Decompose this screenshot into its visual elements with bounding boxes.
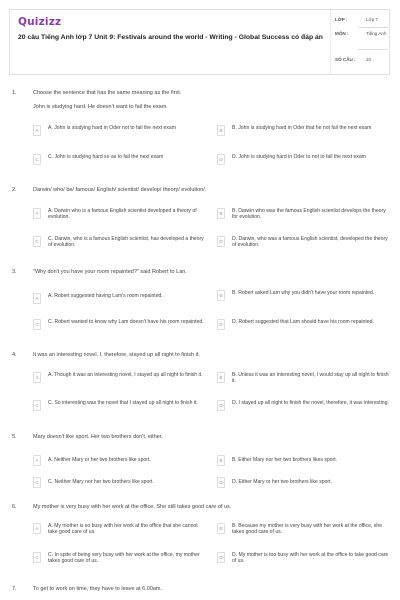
option-text: D. My mother is too busy with her work at the office to take good care of us. — [232, 552, 389, 565]
option-letter-box: A — [33, 293, 41, 304]
question-number: 4. — [12, 352, 17, 358]
option-letter-box: D — [217, 236, 225, 247]
option-letter-box: C — [33, 552, 41, 563]
meta-divider — [358, 49, 388, 50]
question-number: 7. — [12, 586, 17, 592]
option-text: B. Either Mary nor her two brothers likes sport. — [232, 457, 338, 463]
quizizz-logo[interactable]: Quizizz — [18, 16, 62, 28]
option-letter-box: D — [217, 154, 225, 165]
option-text: A. Darwin who is a famous English scientist developed a theory of evolution. — [48, 208, 197, 221]
meta-divider — [358, 27, 388, 28]
question-text: To get to work on time, they have to leave at 6.00am. — [33, 586, 163, 592]
question-stem: John is studying hard. He doesn’t want to fail the exam. — [33, 104, 168, 110]
question-text: It was an interesting novel. I, therefore, stayed up all night to finish it. — [33, 352, 200, 358]
option-text: A. Robert suggested having Lam's room repainted. — [48, 293, 163, 299]
option-letter-box: C — [33, 154, 41, 165]
option-letter-box: C — [33, 236, 41, 247]
option-letter-box: D — [217, 552, 225, 563]
option-text: C. Neither Mary nor her two brothers like sport. — [48, 479, 154, 485]
option-text: A. Neither Mary or her two brothers like sport. — [48, 457, 151, 463]
option-letter-box: A — [33, 208, 41, 219]
option-letter-box: B — [217, 455, 225, 466]
option-text: B. Darwin who was the famous English scientist develops the theory for evolution. — [232, 208, 386, 221]
option-text: C. So interesting was the novel that I stayed up all night to finish it. — [48, 400, 198, 406]
meta-panel — [330, 10, 390, 74]
question-text: Darwin/ who/ be/ famous/ English/ scientist/ develop/ theory/ evolution/. — [33, 187, 207, 193]
question-number: 5. — [12, 434, 17, 440]
question-number: 2. — [12, 187, 17, 193]
option-text: B. John is studying hard in Oder that he not fail the next exam — [232, 125, 372, 131]
option-text: D. Robert suggested that Lam should have his room repainted. — [232, 319, 374, 325]
option-letter-box: C — [33, 477, 41, 488]
option-letter-box: A — [33, 523, 41, 534]
option-text: D. I stayed up all night to finish the novel, therefore, it was interesting. — [232, 400, 389, 406]
option-letter-box: A — [33, 125, 41, 136]
option-letter-box: D — [217, 319, 225, 330]
option-text: A. John is studying hard in Oder not to fail the next exam — [48, 125, 176, 131]
option-letter-box: B — [217, 372, 225, 383]
option-text: C. John is studying hard so as to fail the next exam — [48, 154, 164, 160]
option-letter-box: B — [217, 208, 225, 219]
meta-grade-value: Lớp 7 — [366, 17, 378, 22]
option-text: C. Robert wanted to know why Lam doesn't have his room repainted. — [48, 319, 204, 325]
meta-subject-label: MÔN : — [335, 31, 349, 36]
option-letter-box: C — [33, 319, 41, 330]
option-text: B. Robert asked Lam why you didn't have your room repainted. — [232, 290, 375, 296]
meta-grade-label: LỚP : — [335, 17, 348, 22]
option-letter-box: A — [33, 372, 41, 383]
option-letter-box: B — [217, 523, 225, 534]
question-number: 1. — [12, 90, 17, 96]
option-text: A. Though it was an interesting novel, I stayed up all night to finish it. — [48, 372, 203, 378]
option-text: D. Darwin, who was a famous English scientist, developed the theory of evolution. — [232, 236, 388, 249]
worksheet-header — [9, 9, 390, 75]
question-number: 6. — [12, 504, 17, 510]
option-letter-box: D — [217, 477, 225, 488]
question-text: Mary doesn't like sport. Her two brothers don't, either. — [33, 434, 163, 440]
option-text: A. My mother is so busy with her work at the office that she cannot take good care of us. — [48, 523, 198, 536]
option-text: D. Either Mary or her two brothers like sport. — [232, 479, 332, 485]
question-text: "Why don't you have your room repainted?" said Robert to Lan. — [33, 269, 187, 275]
option-text: D. John is studying hard in Oder to not to fail the next exam — [232, 154, 366, 160]
option-letter-box: A — [33, 455, 41, 466]
option-text: C. In spite of being very busy with her work at the office, my mother takes good care of us. — [48, 552, 200, 565]
meta-subject-value: Tiếng Anh — [366, 31, 387, 36]
option-text: B. Because my mother is very busy with her work at the office, she takes good care of us. — [232, 523, 382, 536]
meta-count-label: SỐ CÂU : — [335, 57, 356, 62]
option-letter-box: B — [217, 290, 225, 301]
option-text: C. Darwin, who is a famous English scientist, has developed a theory of evolution. — [48, 236, 204, 249]
meta-count-value: 20 — [366, 57, 372, 62]
option-letter-box: B — [217, 125, 225, 136]
worksheet-title: 20 câu Tiếng Anh lớp 7 Unit 9: Festivals around the world - Writing - Global Success có đáp án — [18, 34, 323, 41]
option-letter-box: D — [217, 400, 225, 411]
option-letter-box: C — [33, 400, 41, 411]
question-text: My mother is very busy with her work at the office. She still takes good care of us. — [33, 504, 232, 510]
question-number: 3. — [12, 269, 17, 275]
option-text: B. Unless it was an interesting novel, I would stay up all night to finish it. — [232, 372, 389, 385]
question-text: Choose the sentence that has the same meaning as the first. — [33, 90, 182, 96]
